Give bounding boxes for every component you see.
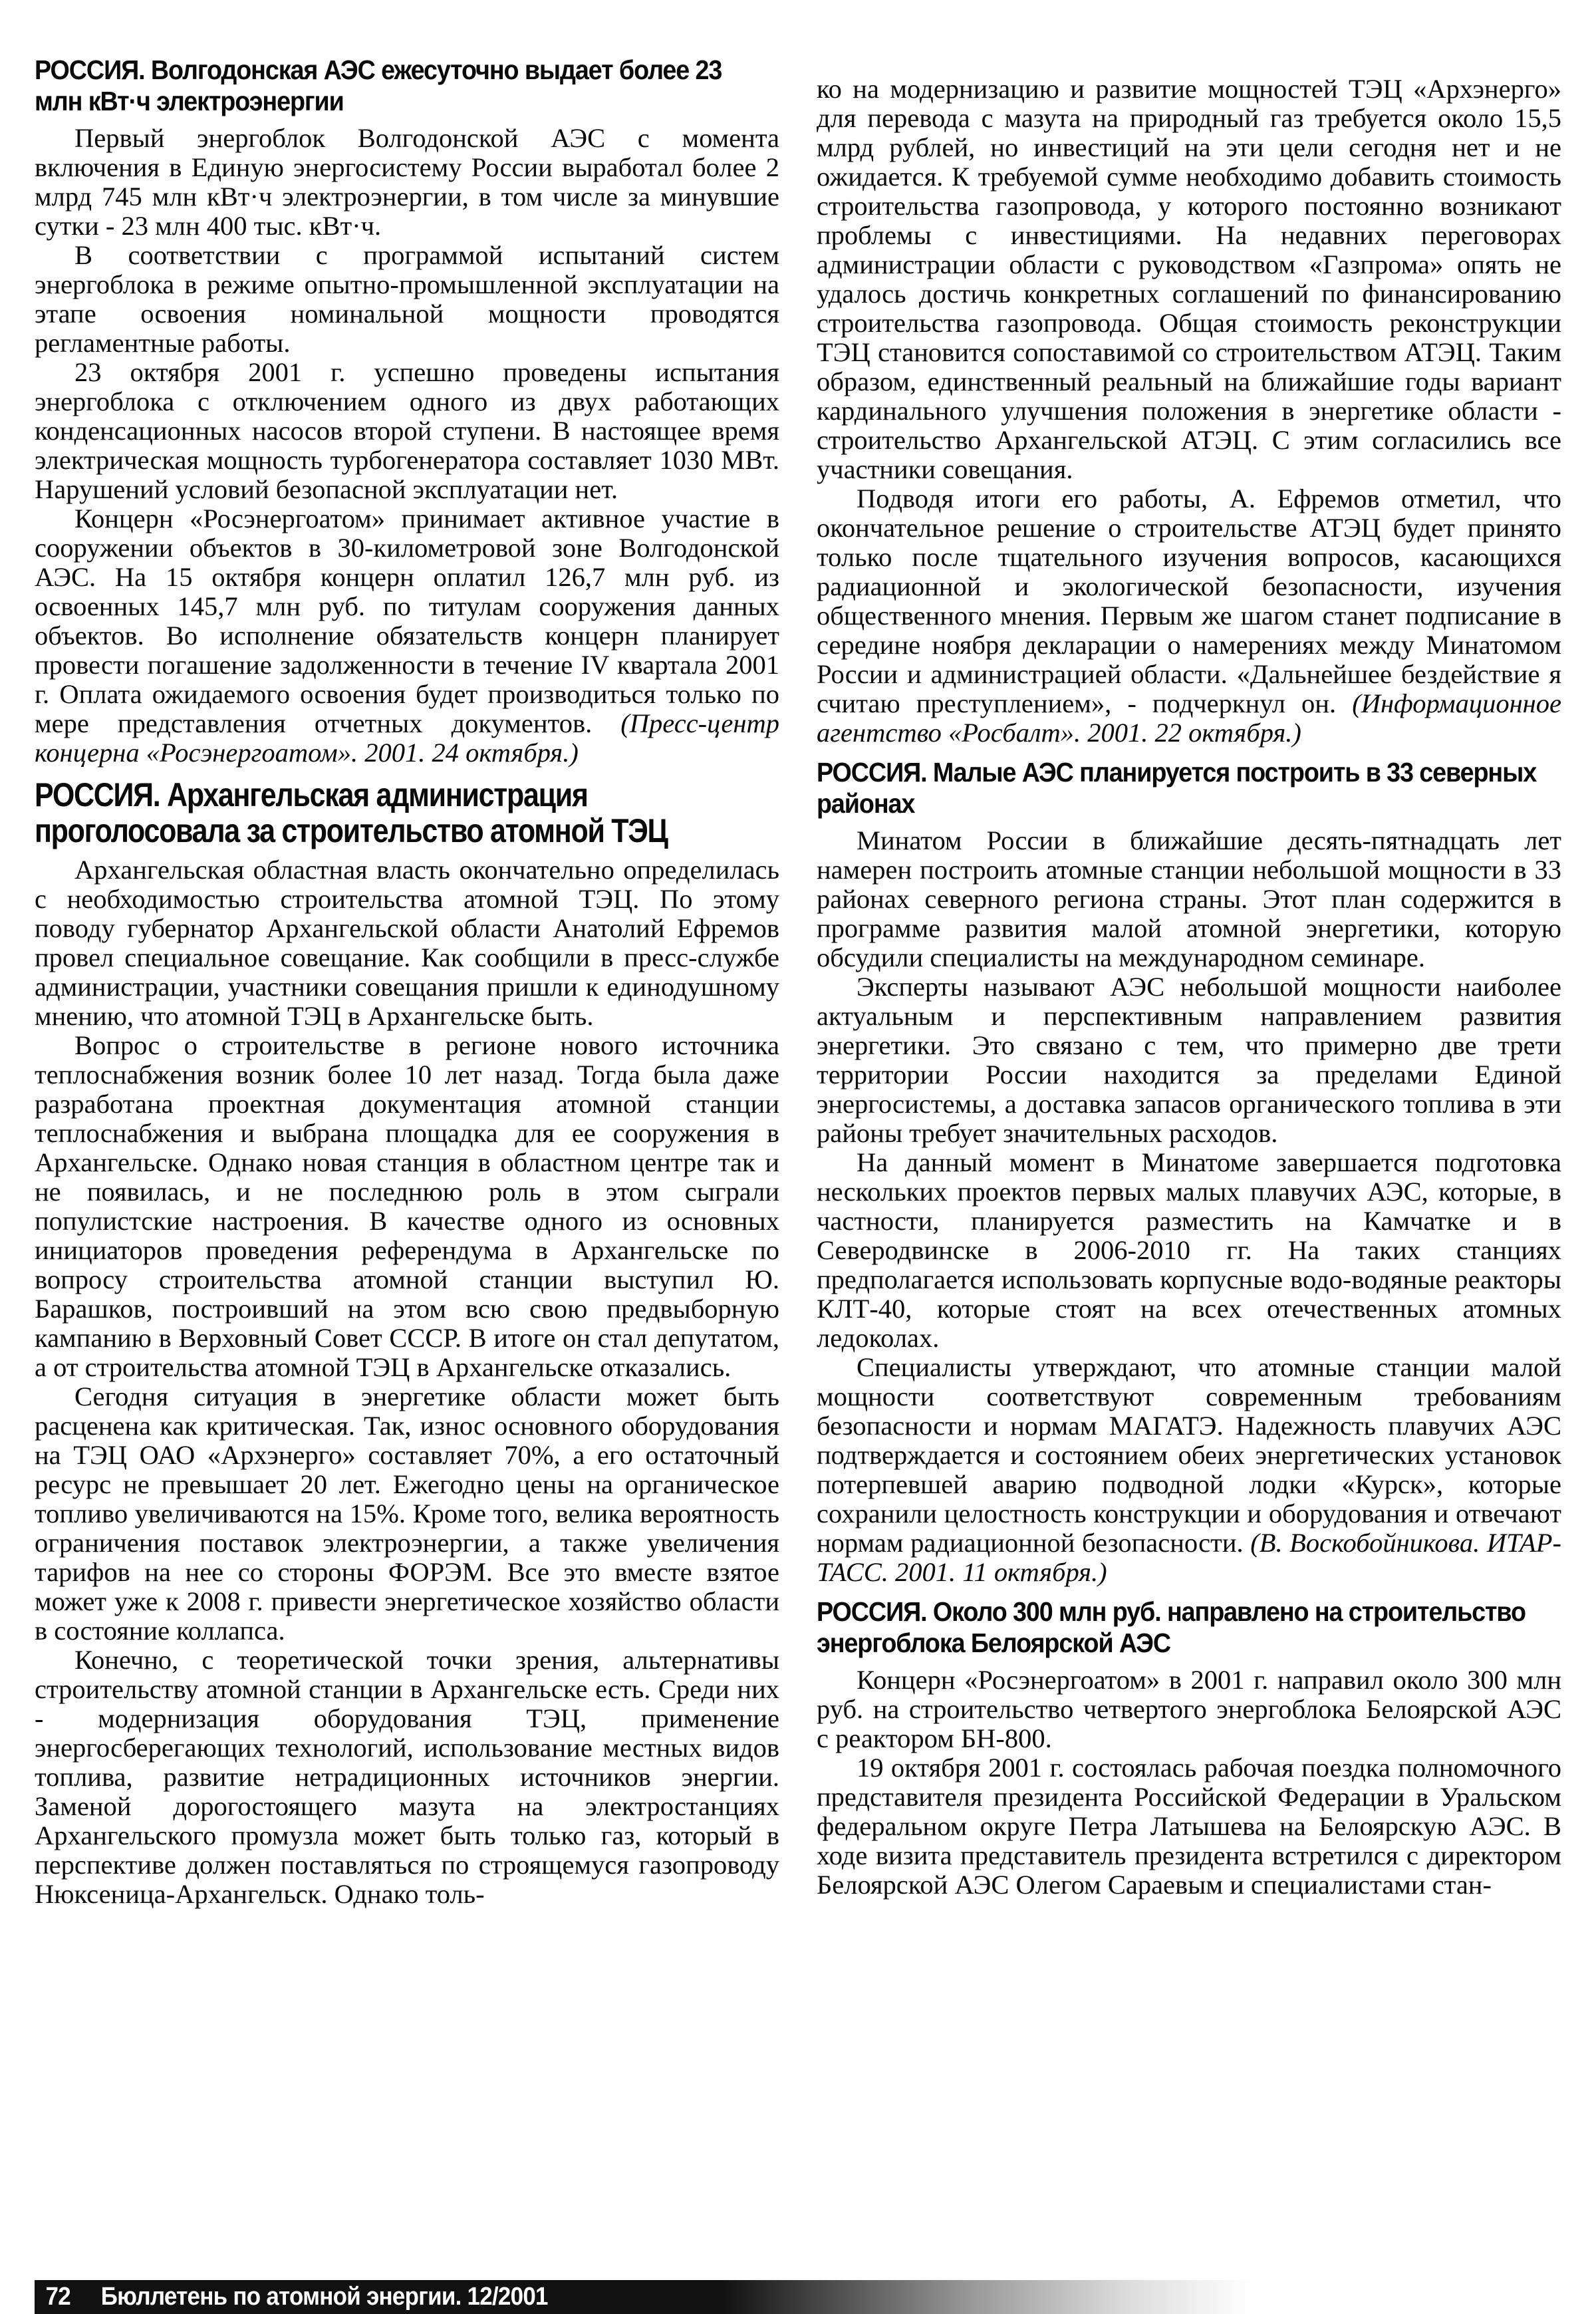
article-paragraph: Конечно, с теоретической точки зрения, альтернативы строительству атомной станции в Архангельске есть. Среди них - модернизация оборудования ТЭЦ, применение энергосберегающих технологий, использование местных видов топлива, развитие нетрадиционных источников энергии. Заменой дорогостоящего мазута на электростанциях Архангельского промузла может быть только газ, который в перспективе должен поставляться по строящемуся газопроводу Нюксеница-Архангельск. Однако толь-	[35, 1645, 779, 1909]
paragraph-text: Специалисты утверждают, что атомные станции малой мощности соответствуют современным требованиям безопасности и нормам МАГАТЭ. Надежность плавучих АЭС подтверждается и состоянием обеих энергетических установок потерпевшей аварию подводной лодки «Курск», которые сохранили целостность конструкции и оборудования и отвечают нормам радиационной безопасности.	[817, 1352, 1561, 1558]
headline-text: Около 300 млн руб. направлено на строительство энергоблока Белоярской АЭС	[817, 1596, 1526, 1658]
article-paragraph: 23 октября 2001 г. успешно проведены испытания энергоблока с отключением одного из двух работающих конденсационных насосов второй ступени. В настоящее время электрическая мощность турбогенератора составляет 1030 МВт. Нарушений условий безопасной эксплуатации нет.	[35, 357, 779, 504]
article-paragraph	[35, 504, 779, 768]
headline-country: РОССИЯ.	[35, 55, 145, 85]
article-volgodonsk	[35, 55, 779, 768]
article-headline	[35, 55, 775, 117]
article-source: (Информационное агентство «Росбалт». 2001. 22 октября.)	[817, 688, 1561, 748]
article-arkhangelsk	[35, 777, 779, 1909]
article-paragraph: Первый энергоблок Волгодонской АЭС с момента включения в Единую энергосистему России выработал более 2 млрд 745 млн кВт·ч электроэнергии, в том числе за минувшие сутки - 23 млн 400 тыс. кВт·ч.	[35, 123, 779, 241]
headline-text: Волгодонская АЭС ежесуточно выдает более 23 млн кВт·ч электроэнергии	[35, 55, 722, 116]
article-paragraph: Минатом России в ближайшие десять-пятнадцать лет намерен построить атомные станции небольшой мощности в 33 районах северного региона страны. Этот план содержится в программе развития малой атомной энергетики, которую обсудили специалисты на международном семинаре.	[817, 825, 1561, 972]
article-paragraph: На данный момент в Минатоме завершается подготовка нескольких проектов первых малых плавучих АЭС, которые, в частности, планируется разместить на Камчатке и в Северодвинске в 2006-2010 гг. На таких станциях предполагается использовать корпусные водо-водяные реакторы КЛТ-40, которые стоят на всех отечественных атомных ледоколах.	[817, 1147, 1561, 1353]
article-paragraph: 19 октября 2001 г. состоялась рабочая поездка полномочного представителя президента Российской Федерации в Уральском федеральном округе Петра Латышева на Белоярскую АЭС. В ходе визита представитель президента встретился с директором Белоярской АЭС Олегом Сараевым и специалистами стан-	[817, 1753, 1561, 1900]
page-footer	[35, 2280, 1596, 2314]
article-paragraph: Сегодня ситуация в энергетике области может быть расценена как критическая. Так, износ основного оборудования на ТЭЦ ОАО «Архэнерго» составляет 70%, а его остаточный ресурс не превышает 20 лет. Ежегодно цены на органическое топливо увеличиваются на 15%. Кроме того, велика вероятность ограничения поставок электроэнергии, а также увеличения тарифов на нее со стороны ФОРЭМ. Все это вместе взятое может уже к 2008 г. привести энергетическое хозяйство области в состояние коллапса.	[35, 1381, 779, 1646]
article-source: (В. Воскобойникова. ИТАР-ТАСС. 2001. 11 октября.)	[817, 1528, 1562, 1587]
headline-country: РОССИЯ.	[35, 776, 160, 813]
headline-text: Архангельская администрация проголосовала за строительство атомной ТЭЦ	[35, 776, 668, 849]
article-headline	[35, 777, 777, 849]
right-column	[817, 74, 1561, 1909]
article-paragraph	[817, 484, 1561, 748]
article-headline	[817, 757, 1557, 819]
headline-country: РОССИЯ.	[817, 1596, 927, 1627]
paragraph-text: Подводя итоги его работы, А. Ефремов отметил, что окончательное решение о строительстве АТЭЦ будет принято только после тщательного изучения вопросов, касающихся радиационной и экологической безопасности, изучения общественного мнения. Первым же шагом станет подписание в середине ноября декларации о намерениях между Минатомом России и администрацией области. «Дальнейшее бездействие я считаю преступлением», - подчеркнул он.	[817, 484, 1561, 718]
article-paragraph: Архангельская областная власть окончательно определилась с необходимостью строительства атомной ТЭЦ. По этому поводу губернатор Архангельской области Анатолий Ефремов провел специальное совещание. Как сообщили в пресс-службе администрации, участники совещания пришли к единодушному мнению, что атомной ТЭЦ в Архангельске быть.	[35, 855, 779, 1031]
article-small-npp	[817, 757, 1561, 1587]
headline-text: Малые АЭС планируется построить в 33 северных районах	[817, 757, 1537, 819]
article-source: (Пресс-центр концерна «Росэнергоатом». 2001. 24 октября.)	[35, 708, 779, 768]
article-paragraph: Эксперты называют АЭС небольшой мощности наиболее актуальным и перспективным направлением развития энергетики. Это связано с тем, что примерно две трети территории России находится за пределами Единой энергосистемы, а доставка запасов органического топлива в эти районы требует значительных расходов.	[817, 972, 1561, 1148]
article-paragraph: В соответствии с программой испытаний систем энергоблока в режиме опытно-промышленной эксплуатации на этапе освоения номинальной мощности проводятся регламентные работы.	[35, 240, 779, 358]
article-paragraph: Концерн «Росэнергоатом» в 2001 г. направил около 300 млн руб. на строительство четвертого энергоблока Белоярской АЭС с реактором БН-800.	[817, 1665, 1561, 1753]
article-paragraph: Вопрос о строительстве в регионе нового источника теплоснабжения возник более 10 лет назад. Тогда была даже разработана проектная документация атомной станции теплоснабжения и выбрана площадка для ее сооружения в Архангельске. Однако новая станция в областном центре так и не появилась, и не последнюю роль в этом сыграли популистские настроения. В качестве одного из основных инициаторов проведения референдума в Архангельске по вопросу строительства атомной станции выступил Ю. Барашков, построивший на этом всю свою предвыборную кампанию в Верховный Совет СССР. В итоге он стал депутатом, а от строительства атомной ТЭЦ в Архангельске отказались.	[35, 1030, 779, 1382]
article-arkhangelsk-continued	[817, 74, 1561, 748]
article-paragraph: ко на модернизацию и развитие мощностей ТЭЦ «Архэнерго» для перевода с мазута на природный газ требуется около 15,5 млрд рублей, но инвестиций на эти цели сегодня нет и не ожидается. К требуемой сумме необходимо добавить стоимость строительства газопровода, у которого постоянно возникают проблемы с инвестициями. На недавних переговорах администрации области с руководством «Газпрома» опять не удалось достичь конкретных соглашений по финансированию строительства газопровода. Общая стоимость реконструкции ТЭЦ становится сопоставимой со строительством АТЭЦ. Таким образом, единственный реальный на ближайшие годы вариант кардинального улучшения положения в энергетике области - строительство Архангельской АТЭЦ. С этим согласились все участники совещания.	[817, 74, 1561, 484]
publication-title: Бюллетень по атомной энергии. 12/2001	[100, 2283, 548, 2311]
paragraph-text: Концерн «Росэнергоатом» принимает активное участие в сооружении объектов в 30-километровой зоне Волгодонской АЭС. На 15 октября концерн оплатил 126,7 млн руб. из освоенных 145,7 млн руб. по титулам сооружения данных объектов. Во исполнение обязательств концерн планирует провести погашение задолженности в течение IV квартала 2001 г. Оплата ожидаемого освоения будет производиться только по мере представления отчетных документов.	[35, 504, 779, 738]
left-column	[35, 55, 779, 1918]
article-headline	[817, 1596, 1557, 1659]
article-beloyarsk	[817, 1596, 1561, 1900]
article-paragraph	[817, 1353, 1561, 1587]
footer-text	[35, 2283, 548, 2311]
page-number: 72	[45, 2283, 70, 2311]
headline-country: РОССИЯ.	[817, 757, 927, 788]
